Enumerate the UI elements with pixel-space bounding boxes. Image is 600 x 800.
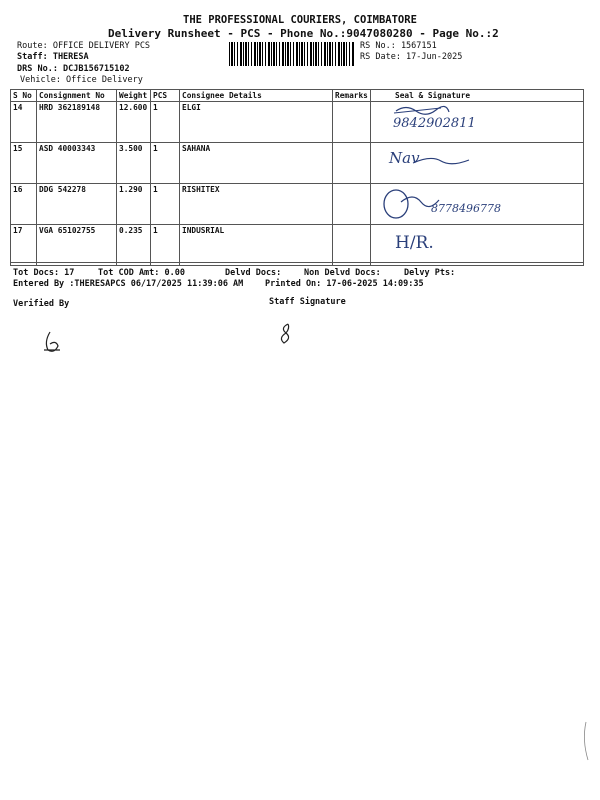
cell-consignment: HRD 362189148 [37,102,117,143]
cell-signature [371,184,584,225]
total-cod-amount: Tot COD Amt: 0.00 [98,268,185,278]
cell-pcs: 1 [151,225,180,266]
route-label: Route: OFFICE DELIVERY PCS [17,41,151,51]
cell-signature [371,102,584,143]
cell-remarks [333,225,371,266]
footer-divider [10,262,583,263]
cell-consignment: VGA 65102755 [37,225,117,266]
cell-pcs: 1 [151,184,180,225]
runsheet-title: Delivery Runsheet - PCS - Phone No.:9047080280 - Page No.:2 [108,27,499,40]
rs-date: RS Date: 17-Jun-2025 [360,52,463,62]
staff-signature-icon [276,322,296,346]
cell-remarks [333,184,371,225]
col-sno: S No [11,90,37,102]
table-row [11,225,584,266]
company-name: THE PROFESSIONAL COURIERS, COIMBATORE [183,14,417,26]
cell-sno: 16 [11,184,37,225]
cell-sno: 17 [11,225,37,266]
cell-weight: 3.500 [117,143,151,184]
delivery-points: Delvy Pts: [404,268,456,278]
table-header-row [11,90,584,102]
cell-signature [371,225,584,266]
cell-remarks [333,102,371,143]
signature-text: 8778496778 [431,202,501,215]
cell-consignee: RISHITEX [180,184,333,225]
cell-pcs: 1 [151,143,180,184]
cell-consignment: DDG 542278 [37,184,117,225]
verifier-signature-icon [40,330,64,354]
table-row [11,143,584,184]
vehicle-label: Vehicle: Office Delivery [20,75,143,85]
margin-mark-icon [578,720,592,770]
signature-text: 9842902811 [393,116,476,131]
delivered-docs: Delvd Docs: [225,268,282,278]
col-weight: Weight [117,90,151,102]
cell-pcs: 1 [151,102,180,143]
staff-label: Staff: THERESA [17,52,89,62]
cell-weight: 0.235 [117,225,151,266]
non-delivered-docs: Non Delvd Docs: [304,268,381,278]
entered-by: Entered By :THERESAPCS 06/17/2025 11:39:06 AM [13,279,244,289]
table-row [11,102,584,143]
cell-consignee: ELGI [180,102,333,143]
cell-weight: 12.600 [117,102,151,143]
col-consignment: Consignment No [37,90,117,102]
staff-signature-label: Staff Signature [269,297,346,307]
cell-signature [371,143,584,184]
total-docs: Tot Docs: 17 [13,268,75,278]
rs-number: RS No.: 1567151 [360,41,437,51]
signature-stroke-icon [411,151,471,171]
drs-number: DRS No.: DCJB156715102 [17,64,130,74]
cell-consignee: SAHANA [180,143,333,184]
col-remarks: Remarks [333,90,371,102]
table-row [11,184,584,225]
runsheet-table [10,89,584,266]
col-signature: Seal & Signature [371,90,584,102]
cell-sno: 14 [11,102,37,143]
cell-remarks [333,143,371,184]
col-pcs: PCS [151,90,180,102]
barcode-image [229,42,355,66]
cell-consignee: INDUSRIAL [180,225,333,266]
col-consignee: Consignee Details [180,90,333,102]
cell-weight: 1.290 [117,184,151,225]
cell-consignment: ASD 40003343 [37,143,117,184]
signature-text: H/R. [395,233,434,253]
signature-text: Nav [389,149,420,167]
verified-by-label: Verified By [13,299,70,309]
cell-sno: 15 [11,143,37,184]
printed-on: Printed On: 17-06-2025 14:09:35 [265,279,424,289]
